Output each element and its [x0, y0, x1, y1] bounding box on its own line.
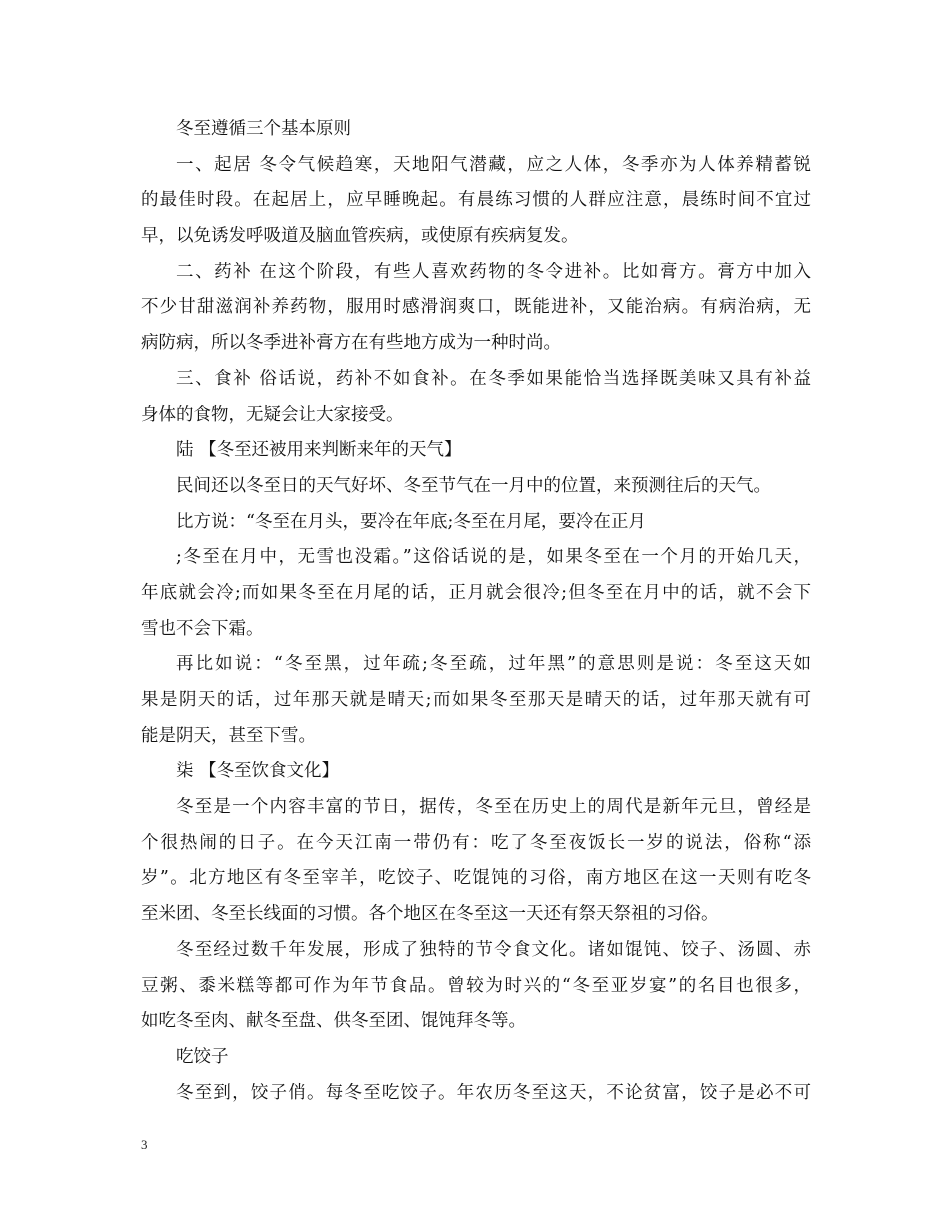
- text-line: 如吃冬至肉、献冬至盘、供冬至团、馄饨拜冬等。: [141, 1011, 526, 1032]
- text-line: 岁”。北方地区有冬至宰羊，吃饺子、吃馄饨的习俗，南方地区在这一天则有吃冬: [141, 868, 811, 889]
- text-line: 冬至是一个内容丰富的节日，据传，冬至在历史上的周代是新年元旦，曾经是: [176, 797, 811, 818]
- text-line: 果是阴天的话，过年那天就是晴天;而如果冬至那天是晴天的话，过年那天就有可: [141, 690, 811, 710]
- text-line: 不少甘甜滋润补养药物，服用时感滑润爽口，既能进补，又能治病。有病治病，无: [141, 297, 811, 318]
- text-line: 至米团、冬至长线面的习惯。各个地区在冬至这一天还有祭天祭祖的习俗。: [141, 904, 719, 925]
- document-body: [141, 112, 811, 1111]
- text-line: 比方说：“冬至在月头，要冷在年底;冬至在月尾，要冷在正月: [176, 511, 646, 532]
- text-line: 豆粥、黍米糕等都可作为年节食品。曾较为时兴的“冬至亚岁宴”的名目也很多，: [141, 975, 811, 996]
- text-line: 柒 【冬至饮食文化】: [176, 761, 340, 782]
- page-number: 3: [141, 1137, 148, 1152]
- text-line: 能是阴天，甚至下雪。: [141, 725, 316, 746]
- text-line: 年底就会冷;而如果冬至在月尾的话，正月就会很冷;但冬至在月中的话，就不会下: [141, 582, 811, 603]
- text-line: 二、药补 在这个阶段，有些人喜欢药物的冬令进补。比如膏方。膏方中加入: [176, 261, 811, 282]
- text-line: 雪也不会下霜。: [141, 618, 264, 639]
- text-line: 冬至到，饺子俏。每冬至吃饺子。年农历冬至这天，不论贫富，饺子是必不可: [176, 1082, 811, 1103]
- text-line: 吃饺子: [176, 1046, 229, 1067]
- text-line: 个很热闹的日子。在今天江南一带仍有：吃了冬至夜饭长一岁的说法，俗称“添: [141, 832, 811, 853]
- text-line: 三、食补 俗话说，药补不如食补。在冬季如果能恰当选择既美味又具有补益: [176, 368, 811, 389]
- text-line: 民间还以冬至日的天气好坏、冬至节气在一月中的位置，来预测往后的天气。: [176, 475, 771, 496]
- text-line: 身体的食物，无疑会让大家接受。: [141, 404, 404, 425]
- text-line: 冬至遵循三个基本原则: [176, 119, 351, 139]
- text-line: ;冬至在月中，无雪也没霜。”这俗话说的是，如果冬至在一个月的开始几天，: [176, 547, 811, 568]
- text-line: 一、起居 冬令气候趋寒，天地阳气潜藏，应之人体，冬季亦为人体养精蓄锐: [176, 154, 811, 175]
- text-line: 再比如说：“冬至黑，过年疏;冬至疏，过年黑”的意思则是说：冬至这天如: [176, 654, 811, 675]
- text-line: 冬至经过数千年发展，形成了独特的节令食文化。诸如馄饨、饺子、汤圆、赤: [176, 939, 811, 960]
- text-line: 的最佳时段。在起居上，应早睡晚起。有晨练习惯的人群应注意，晨练时间不宜过: [141, 190, 811, 211]
- text-line: 早，以免诱发呼吸道及脑血管疾病，或使原有疾病复发。: [141, 226, 579, 247]
- text-line: 陆 【冬至还被用来判断来年的天气】: [176, 440, 462, 461]
- text-line: 病防病，所以冬季进补膏方在有些地方成为一种时尚。: [141, 333, 561, 354]
